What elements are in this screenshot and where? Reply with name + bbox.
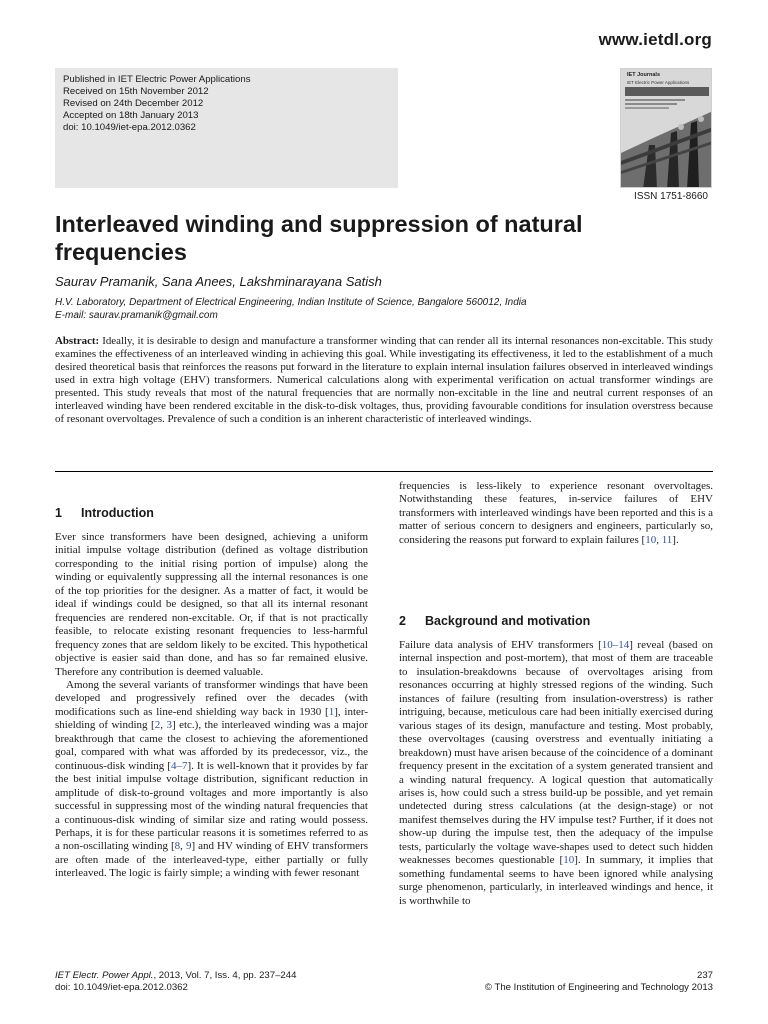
intro-paragraph-continued: frequencies is less-likely to experience resonant overvoltages. Notwithstanding these features, in-service failures of EHV transformers with interleaved windings have been reported and this is a matter of serious concern to designers and engineers, particularly so, considering the reasons put forward to explain failures [10, 11]. [399, 480, 714, 546]
citation-link[interactable]: 10–14 [601, 639, 630, 651]
site-url[interactable]: www.ietdl.org [598, 30, 712, 49]
background-paragraph-1: Failure data analysis of EHV transformers [10–14] reveal (based on internal inspection and post-mortem), that most of them are traceable to insulation-breakdowns because of overvoltages arising from resonances occurring at highly stressed regions of the winding. Such instances of failure (resulting from insulation-overstress) is rather intriguing, because, meticulous care had been initially exercised during various stages of its design, manufacture and testing. Most probably, these overvoltages (causing overstress and eventually initiating a breakdown) must have arisen because of the coincidence of a dominant frequency present in the excitation of a system generated transient and a winding natural frequency. A logical question that automatically arises is, how could such a stress build-up be possible, and yet remain undetected during stress calculations (at the design-stage) or not manifest themselves during the HV impulse test? Further, if it does not show-up during the impulse test, then the adequacy of the impulse tests, particularly the voltage wave-shapes used to detect such hidden weaknesses becomes questionable [10]. In summary, it implies that something fundamental seems to have been ignored while analysing surge phenomenon, particularly, in interleaved windings and hence, it is worthwhile to [399, 639, 714, 907]
citation-link[interactable]: 10 [563, 854, 575, 867]
page-number: 237 [696, 970, 713, 981]
intro-paragraph-1: Ever since transformers have been designed, achieving a uniform initial impulse voltage distribution (defined as voltage distribution corresponding to the initial rising portion of impulse) along the winding or equivalently suppressing all the internal resonances is one of the top priorities for the designer. As a matter of fact, it would be ideal if windings could be designed, so that all its internal resonant frequencies are rendered non-excitable. Or, if that is not practically feasible, to relocate existing resonant frequencies to less-harmful frequency zones that are seldom likely to be excited. This hypothetical objective is easier said than done, and has so far remained elusive. Therefore any contribution is deemed valuable. [55, 531, 368, 678]
cover-photo-icon [621, 69, 712, 188]
citation-link[interactable]: 9 [185, 840, 192, 853]
section-title: Background and motivation [425, 614, 591, 628]
citation-link[interactable]: 2 [154, 719, 161, 732]
section-divider [55, 471, 713, 472]
right-column-bottom [399, 639, 713, 908]
affiliation [55, 296, 715, 322]
section-heading-introduction [55, 506, 154, 520]
left-column [55, 531, 368, 881]
cover-journal-name: IET Electric Power Applications [627, 80, 690, 85]
accepted-date: Accepted on 18th January 2013 [63, 110, 199, 121]
published-in: Published in IET Electric Power Applications [63, 74, 251, 85]
cover-journal-brand: IET Journals [627, 72, 661, 78]
article-title: Interleaved winding and suppression of natural frequencies [55, 211, 583, 265]
affiliation-address: H.V. Laboratory, Department of Electrical Engineering, Indian Institute of Science, Bangalore 560012, India [55, 297, 527, 308]
footer-journal: IET Electr. Power Appl. [55, 970, 154, 981]
section-number: 1 [55, 506, 62, 520]
author-email[interactable]: E-mail: saurav.pramanik@gmail.com [55, 310, 218, 321]
footer-doi: doi: 10.1049/iet-epa.2012.0362 [55, 982, 188, 993]
citation-link[interactable]: 4–7 [170, 759, 188, 772]
abstract-label: Abstract: [55, 335, 100, 347]
citation-link[interactable]: 1 [328, 705, 335, 718]
citation-link[interactable]: 10 [645, 533, 657, 546]
doi-line: doi: 10.1049/iet-epa.2012.0362 [63, 122, 196, 133]
citation-link[interactable]: 11 [661, 533, 673, 546]
issn: ISSN 1751-8660 [634, 191, 708, 202]
right-column-top [399, 480, 713, 547]
footer-volume: , 2013, Vol. 7, Iss. 4, pp. 237–244 [153, 970, 297, 981]
citation-link[interactable]: 8 [174, 840, 181, 853]
section-title: Introduction [81, 506, 154, 520]
copyright: © The Institution of Engineering and Technology 2013 [484, 982, 713, 993]
received-date: Received on 15th November 2012 [63, 86, 209, 97]
footer-right [430, 970, 713, 994]
author-list: Saurav Pramanik, Sana Anees, Lakshminarayana Satish [55, 274, 382, 289]
publication-info-box [55, 68, 398, 188]
section-heading-background [399, 614, 590, 628]
abstract-text: Ideally, it is desirable to design and manufacture a transformer winding that can render all its internal resonances non-excitable. This study examines the effectiveness of an interleaved winding in achieving this goal. While investigating its effectiveness, it led to the establishment of a much desired theoretical basis that reinforces the reasons put forward in the literature to explain internal insulation failures observed in interleaved windings used in extra high voltage (EHV) transformers. Numerical calculations along with experimental verification on actual transformer windings are presented. This study reveals that most of the natural frequencies that are normally non-excitable in the line and neutral current responses of an interleaved winding have been rendered excitable in the disk-to-disk voltages, thus, providing favourable conditions for insulation overstress because of resonant overvoltages. Prevalence of such a condition is an inherent characteristic of interleaved windings. [55, 335, 713, 425]
revised-date: Revised on 24th December 2012 [63, 98, 204, 109]
intro-paragraph-2: Among the several variants of transformer windings that have been developed and progressively refined over the decades (with modifications such as line-end shielding way back in 1930 [1], inter-shielding of winding [2, 3] etc.), the interleaved winding was a major breakthrough that came the closest to achieving the aforementioned goal, compared with what was afforded by its predecessor, viz., the continuous-disk winding [4–7]. It is well-known that it provides by far the best initial impulse voltage distribution, significant reduction in amplitude of disk-to-ground voltages and more importantly is also successful in suppressing most of the winding natural frequencies that a continuous-disk winding of similar size and rating would possess. Perhaps, it is for these particular reasons it is sometimes referred to as a non-oscillating winding [8, 9] and HV winding of EHV transformers are often made of the interleaved-type, either partially or fully interleaved. The logic is fairly simple; a winding with fewer resonant [55, 678, 369, 880]
footer-citation [55, 970, 296, 994]
journal-cover-image [620, 68, 712, 188]
citation-link[interactable]: 3 [166, 719, 172, 732]
abstract [55, 335, 713, 426]
section-number: 2 [399, 614, 406, 628]
